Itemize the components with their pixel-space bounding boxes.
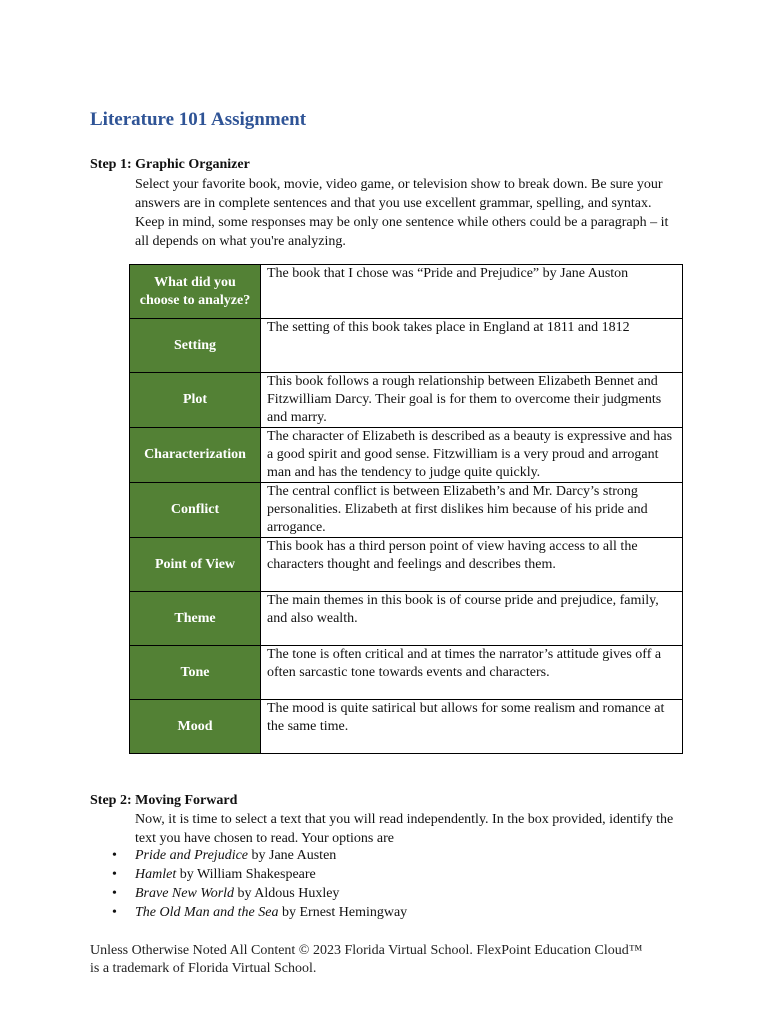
reading-options-list	[112, 846, 407, 922]
step1-heading: Step 1: Graphic Organizer	[90, 157, 250, 172]
row-value-mood: The mood is quite satirical but allows for some realism and romance at the same time.	[261, 700, 683, 754]
row-value-analyze: The book that I chose was “Pride and Prejudice” by Jane Auston	[261, 265, 683, 319]
list-item	[112, 865, 407, 884]
row-label-plot: Plot	[130, 373, 261, 428]
list-item	[112, 884, 407, 903]
page-title: Literature 101 Assignment	[90, 109, 307, 130]
row-value-tone: The tone is often critical and at times the narrator’s attitude gives off a often sarcastic tone towards events and characters.	[261, 646, 683, 700]
table-row	[130, 646, 683, 700]
list-item	[112, 903, 407, 922]
option-title: Hamlet	[135, 867, 177, 882]
graphic-organizer-table	[129, 264, 683, 754]
row-value-setting: The setting of this book takes place in England at 1811 and 1812	[261, 319, 683, 373]
table-row	[130, 538, 683, 592]
row-label-setting: Setting	[130, 319, 261, 373]
table-row	[130, 265, 683, 319]
table-row	[130, 592, 683, 646]
step1-instructions: Select your favorite book, movie, video game, or television show to break down. Be sure your answers are in complete sentences and that you use excellent grammar, spelling, and syntax. Keep in mind, some responses may be only one sentence while others could be a paragraph – it all depends on what you're analyzing.	[135, 177, 669, 249]
table-row	[130, 483, 683, 538]
row-value-theme: The main themes in this book is of course pride and prejudice, family, and also wealth.	[261, 592, 683, 646]
row-value-plot: This book follows a rough relationship between Elizabeth Bennet and Fitzwilliam Darcy. Their goal is for them to overcome their judgments and marry.	[261, 373, 683, 428]
bullet-icon: •	[112, 886, 117, 901]
bullet-icon: •	[112, 867, 117, 882]
row-label-theme: Theme	[130, 592, 261, 646]
option-title: Brave New World	[135, 886, 235, 901]
row-label-point-of-view: Point of View	[130, 538, 261, 592]
row-label-tone: Tone	[130, 646, 261, 700]
option-author: by Ernest Hemingway	[278, 905, 408, 920]
option-author: by Aldous Huxley	[234, 886, 340, 901]
bullet-icon: •	[112, 848, 117, 863]
row-label-analyze: What did you choose to analyze?	[130, 265, 261, 319]
option-author: by Jane Austen	[248, 848, 337, 863]
table-row	[130, 700, 683, 754]
option-title: Pride and Prejudice	[135, 848, 249, 863]
table-row	[130, 373, 683, 428]
step2-heading: Step 2: Moving Forward	[90, 793, 238, 808]
table-row	[130, 319, 683, 373]
option-author: by William Shakespeare	[176, 867, 316, 882]
row-label-characterization: Characterization	[130, 428, 261, 483]
step2-instructions: Now, it is time to select a text that you will read independently. In the box provided, identify the text you have chosen to read. Your options are	[135, 812, 674, 846]
option-title: The Old Man and the Sea	[135, 905, 279, 920]
row-value-conflict: The central conflict is between Elizabeth’s and Mr. Darcy’s strong personalities. Elizabeth at first dislikes him because of his pride and arrogance.	[261, 483, 683, 538]
row-label-mood: Mood	[130, 700, 261, 754]
table-row	[130, 428, 683, 483]
list-item	[112, 846, 407, 865]
row-value-characterization: The character of Elizabeth is described as a beauty is expressive and has a good spirit and good sense. Fitzwilliam is a very proud and arrogant man and has the tendency to judge quite quickly.	[261, 428, 683, 483]
copyright-footer: Unless Otherwise Noted All Content © 2023 Florida Virtual School. FlexPoint Education Cloud™ is a trademark of Florida Virtual School.	[90, 943, 643, 976]
bullet-icon: •	[112, 905, 117, 920]
row-label-conflict: Conflict	[130, 483, 261, 538]
row-value-point-of-view: This book has a third person point of view having access to all the characters thought and feelings and describes them.	[261, 538, 683, 592]
